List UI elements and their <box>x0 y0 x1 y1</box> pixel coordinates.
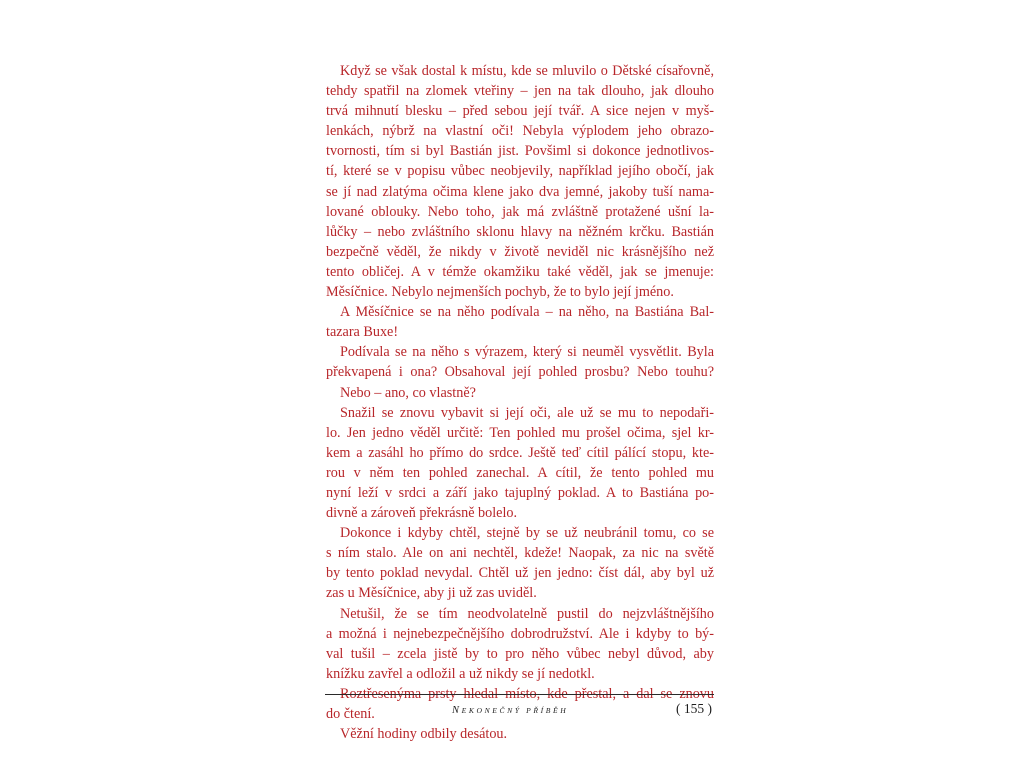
text-line: bezpečně věděl, že nikdy v životě neviděl nic krásnějšího než <box>326 243 714 260</box>
text-line: s ním stalo. Ale on ani nechtěl, kdeže! Naopak, za nic na světě <box>326 545 714 562</box>
text-line: do čtení. <box>326 706 375 722</box>
text-line: knížku zavřel a odložil a už nikdy se jí nedotkl. <box>326 665 595 682</box>
text-line: lůčky – nebo zvláštního sklonu hlavy na něžném krčku. Bastián <box>326 223 714 240</box>
text-line: val tušil – zcela jistě by to pro něho vůbec nebyl důvod, aby <box>326 645 714 662</box>
text-line: zas u Měsíčnice, aby ji už zas uviděl. <box>326 585 537 602</box>
text-line: lované oblouky. Nebo toho, jak má zvláštně protažené ušní la- <box>326 203 714 220</box>
text-line: Věžní hodiny odbily desátou. <box>340 726 508 743</box>
text-line: Roztřesenýma prsty hledal místo, kde přestal, a dal se znovu <box>340 685 714 702</box>
chapter-text <box>326 61 714 744</box>
text-line: Dokonce i kdyby chtěl, stejně by se už neubránil tomu, co se <box>340 525 714 542</box>
text-line: Snažil se znovu vybavit si její oči, ale už se mu to nepodaři- <box>340 404 714 421</box>
text-line: trvá mihnutí blesku – před sebou její tvář. A sice nejen v myš- <box>326 103 714 120</box>
running-footer-title <box>452 705 568 716</box>
text-line: lo. Jen jedno věděl určitě: Ten pohled mu prošel očima, sjel kr- <box>326 424 714 441</box>
text-line: nyní leží v srdci a září jako tajuplný poklad. A to Bastiána po- <box>326 484 714 501</box>
text-line: Měsíčnice. Nebylo nejmenších pochyb, že to bylo její jméno. <box>326 284 674 301</box>
text-line: rou v něm ten pohled zanechal. A cítil, že tento pohled mu <box>326 464 714 481</box>
text-line: a možná i nejnebezpečnějšího dobrodružství. Ale i kdyby to bý- <box>326 625 714 642</box>
text-line: tento obličej. A v témže okamžiku také věděl, jak se jmenuje: <box>326 263 714 280</box>
footer-title-rest: EKONEČNÝ PŘÍBĚH <box>461 706 569 715</box>
text-line: tazara Buxe! <box>326 324 399 341</box>
text-line: tvornosti, tím si byl Bastián jist. Povšiml si dokonce jednotlivos- <box>326 143 714 160</box>
text-line: se jí nad zlatýma očima klene jako dva jemné, jakoby tuší nama- <box>326 183 714 200</box>
text-line: Netušil, že se tím neodvolatelně pustil do nejzvláštnějšího <box>340 605 714 622</box>
text-line: překvapená i ona? Obsahoval její pohled prosbu? Nebo touhu? <box>326 364 714 381</box>
text-line: kem a zasáhl ho přímo do srdce. Ještě teď cítil pálící stopu, kte- <box>326 444 714 461</box>
text-line: Podívala se na něho s výrazem, který si neuměl vysvětlit. Byla <box>340 344 714 361</box>
text-line: A Měsíčnice se na něho podívala – na něho, na Bastiána Bal- <box>340 304 714 321</box>
footer-title-initial: N <box>452 705 462 716</box>
text-line: lenkách, nýbrž na vlastní oči! Nebyla výplodem jeho obrazo- <box>326 123 714 140</box>
text-line: tehdy spatřil na zlomek vteřiny – jen na tak dlouho, jak dlouho <box>326 83 714 100</box>
footer-divider <box>325 694 714 695</box>
text-line: by tento poklad nevydal. Chtěl už jen jedno: číst dál, aby byl už <box>326 565 714 582</box>
text-line: divně a zároveň překrásně bolelo. <box>326 505 518 522</box>
page-number: ( 155 ) <box>676 701 712 716</box>
text-line: tí, které se v popisu vůbec neobjevily, například jejího obočí, jak <box>326 163 714 180</box>
text-line: Když se však dostal k místu, kde se mluvilo o Dětské císařovně, <box>340 63 714 79</box>
text-line: Nebo – ano, co vlastně? <box>340 384 476 401</box>
